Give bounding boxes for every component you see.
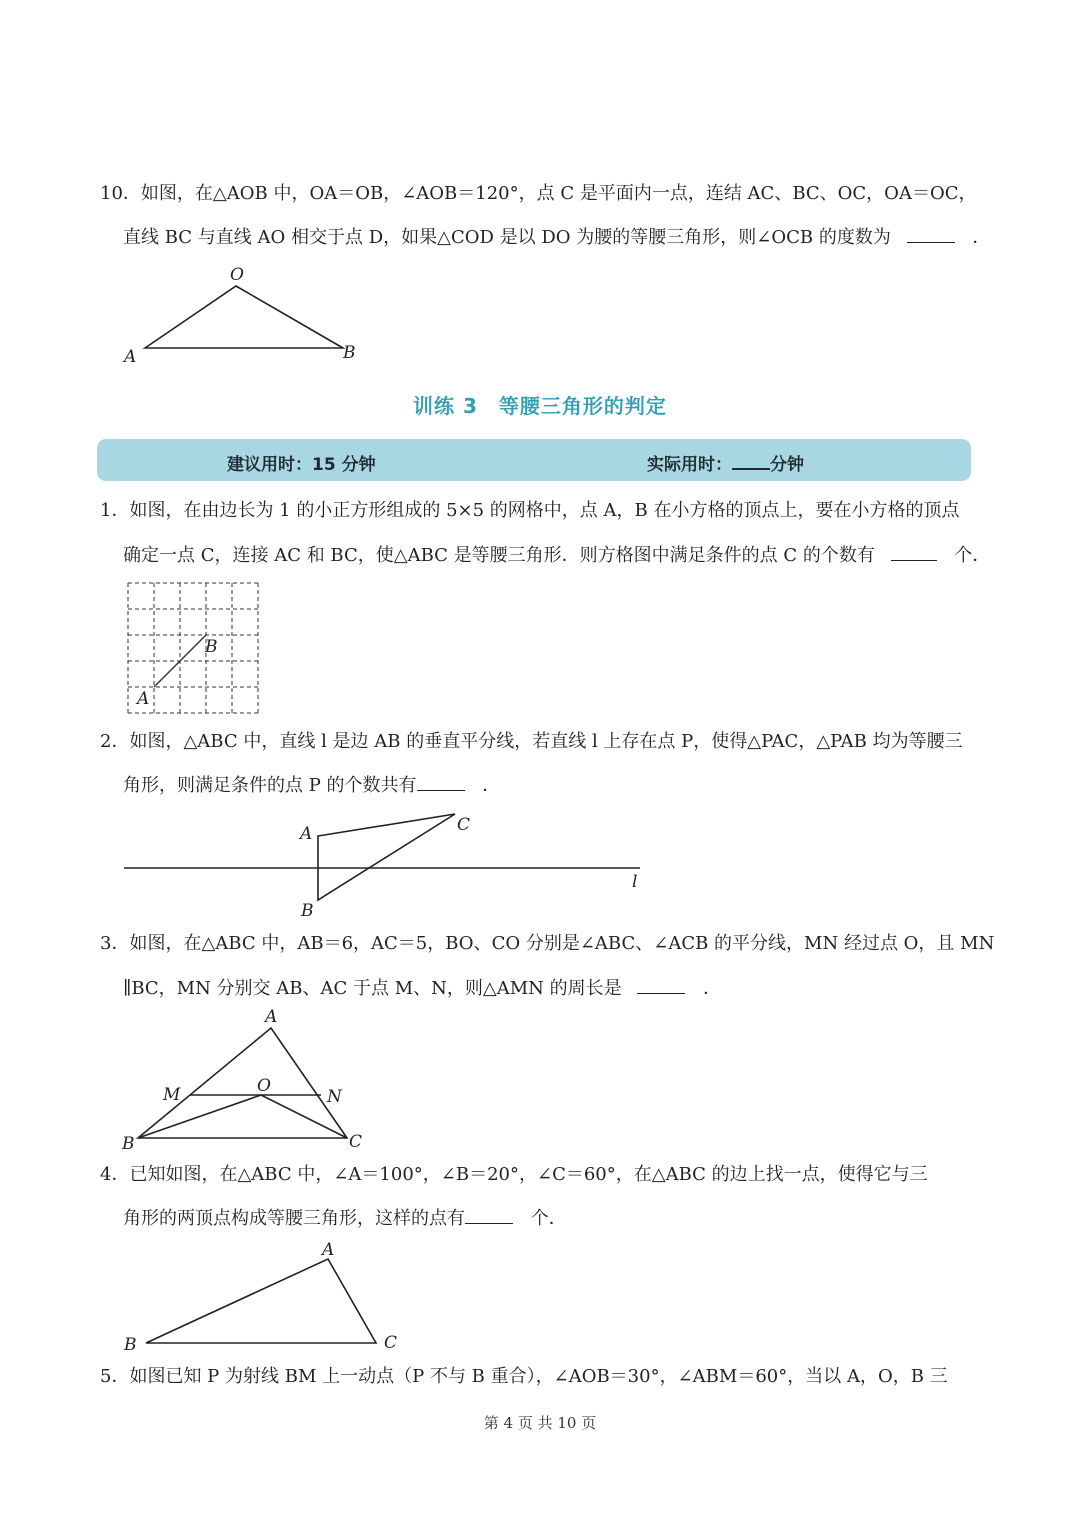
q3-line-1: 3．如图，在△ABC 中，AB＝6，AC＝5，BO、CO 分别是∠ABC、∠ACB 的平分线，MN 经过点 O，且 MN — [100, 933, 995, 954]
q2-line-2-text: 角形，则满足条件的点 P 的个数共有 — [123, 775, 417, 796]
q10-line-1: 10．如图，在△AOB 中，OA＝OB，∠AOB＝120°，点 C 是平面内一点，连结 AC、BC、OC，OA＝OC， — [100, 183, 977, 204]
label-b: B — [124, 1335, 137, 1355]
section-title: 训练 3 等腰三角形的判定 — [413, 394, 667, 418]
q1-line-2-text: 确定一点 C，连接 AC 和 BC，使△ABC 是等腰三角形．则方格图中满足条件的点 C 的个数有 — [123, 545, 875, 566]
label-c: C — [457, 815, 471, 835]
label-a: A — [137, 689, 150, 709]
answer-blank[interactable] — [465, 1205, 513, 1224]
actual-time-blank[interactable] — [732, 452, 770, 470]
q2-figure — [120, 808, 650, 923]
q4-figure — [118, 1238, 418, 1356]
label-a: A — [124, 347, 137, 367]
q3-line-2-end: ． — [703, 978, 722, 999]
time-bar — [97, 439, 971, 481]
q10-line-2 — [123, 224, 990, 251]
label-a: A — [300, 824, 313, 844]
label-o: O — [257, 1076, 271, 1096]
label-b: B — [122, 1134, 135, 1154]
actual-time-unit: 分钟 — [770, 455, 804, 475]
q5-line-1: 5．如图已知 P 为射线 BM 上一动点（P 不与 B 重合），∠AOB＝30°，∠ABM＝60°，当以 A，O，B 三 — [100, 1366, 948, 1387]
q10-line-2-text: 直线 BC 与直线 AO 相交于点 D，如果△COD 是以 DO 为腰的等腰三角形，则∠OCB 的度数为 — [123, 227, 891, 248]
triangle-aob — [145, 286, 343, 348]
answer-blank[interactable] — [891, 542, 937, 561]
segment-bo — [138, 1095, 261, 1138]
q2-line-2 — [123, 772, 500, 799]
q3-line-2 — [123, 975, 721, 1002]
label-b: B — [301, 901, 314, 921]
label-o: O — [230, 265, 244, 285]
label-b: B — [343, 343, 356, 363]
answer-blank[interactable] — [417, 772, 465, 791]
actual-time — [647, 450, 804, 475]
label-c: C — [349, 1132, 363, 1152]
triangle-abc — [146, 1259, 376, 1343]
q3-line-2-text: ∥BC，MN 分别交 AB、AC 于点 M、N，则△AMN 的周长是 — [123, 978, 622, 999]
label-n: N — [327, 1087, 342, 1107]
label-a: A — [322, 1240, 335, 1260]
q1-line-2 — [123, 542, 990, 569]
q10-figure — [115, 262, 375, 372]
label-m: M — [163, 1085, 181, 1105]
q4-line-2-end: 个． — [530, 1208, 567, 1229]
q3-figure — [115, 1005, 385, 1155]
q1-line-1: 1．如图，在由边长为 1 的小正方形组成的 5×5 的网格中，点 A，B 在小方格的顶点上，要在小方格的顶点 — [100, 500, 960, 521]
page-footer: 第 4 页 共 10 页 — [483, 1414, 597, 1432]
q4-line-2 — [123, 1205, 567, 1232]
q1-grid-figure — [126, 581, 260, 715]
label-a: A — [265, 1007, 278, 1027]
answer-blank[interactable] — [637, 975, 685, 994]
label-b: B — [205, 637, 218, 657]
answer-blank[interactable] — [907, 224, 955, 243]
q1-line-2-end: 个． — [954, 545, 991, 566]
q4-line-1: 4．已知如图，在△ABC 中，∠A＝100°，∠B＝20°，∠C＝60°，在△ABC 的边上找一点，使得它与三 — [100, 1164, 928, 1185]
triangle-abc — [318, 814, 455, 900]
q10-line-2-end: ． — [972, 227, 991, 248]
q4-line-2-text: 角形的两顶点构成等腰三角形，这样的点有 — [123, 1208, 465, 1229]
label-l: l — [632, 872, 638, 892]
actual-time-label: 实际用时： — [647, 455, 732, 475]
suggested-time: 建议用时：15 分钟 — [227, 455, 376, 475]
q2-line-2-end: ． — [482, 775, 501, 796]
q2-line-1: 2．如图，△ABC 中，直线 l 是边 AB 的垂直平分线，若直线 l 上存在点 P，使得△PAC，△PAB 均为等腰三 — [100, 731, 963, 752]
label-c: C — [384, 1333, 398, 1353]
